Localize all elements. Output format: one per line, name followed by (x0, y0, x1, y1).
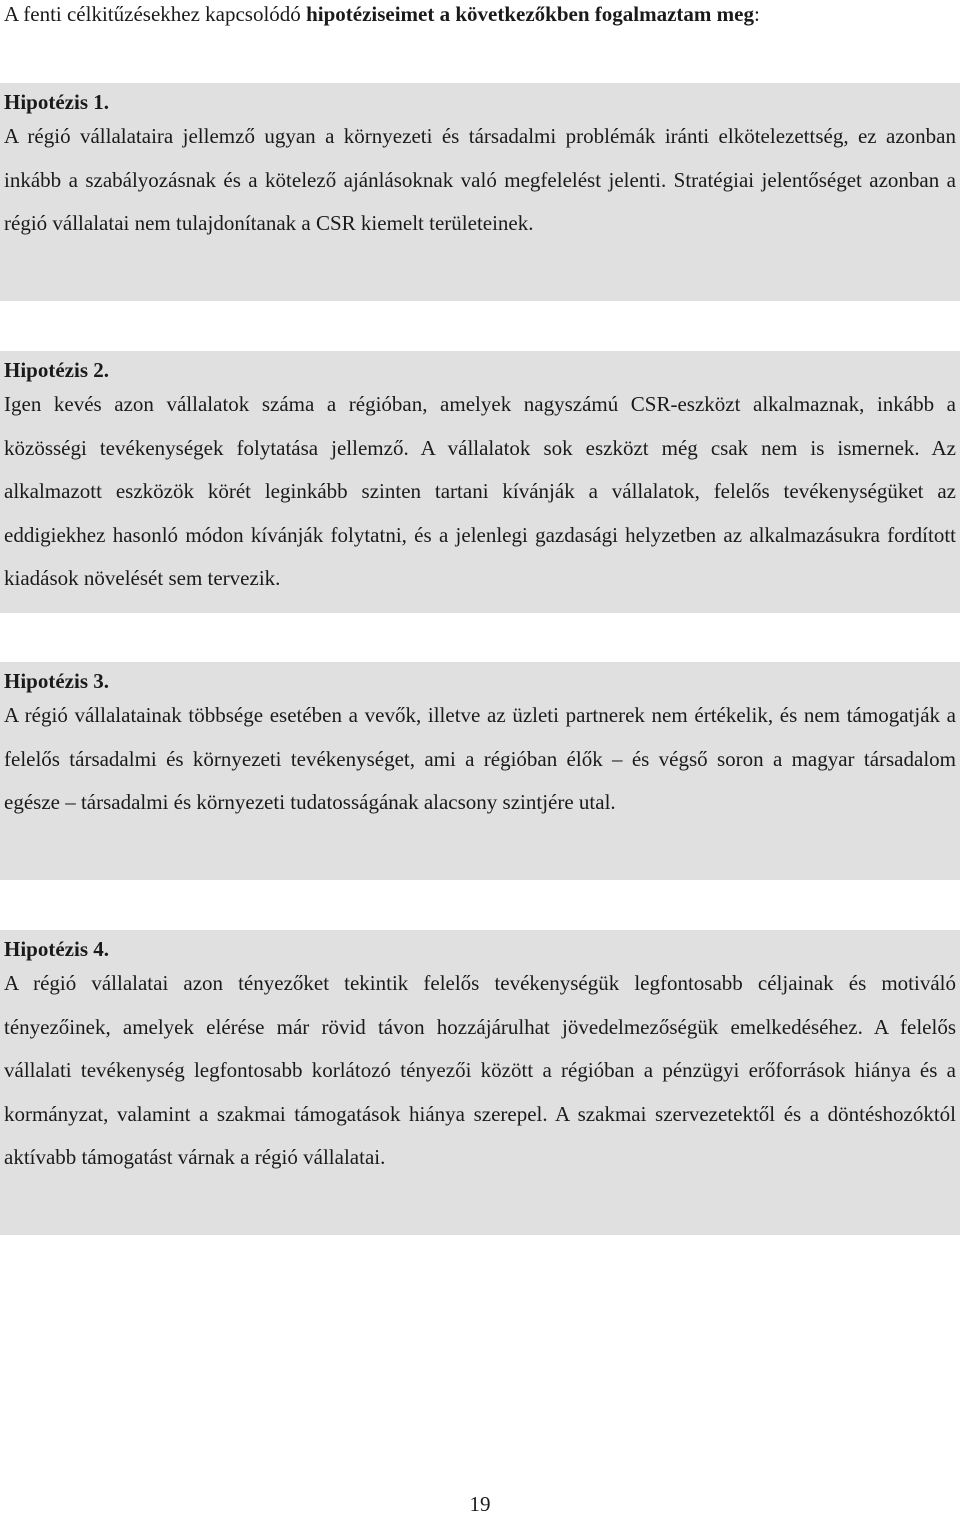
hypothesis-text: A régió vállalataira jellemző ugyan a környezeti és társadalmi problémák iránti elkötelezettség, ez azonban inkább a szabályozásnak és a kötelező ajánlásoknak való megfelelést jelenti. Stratégiai jelentőséget azonban a régió vállalatai nem tulajdonítanak a CSR kiemelt területeinek. (4, 124, 956, 236)
hypothesis-box-3 (0, 662, 960, 880)
hypothesis-title: Hipotézis 4. (4, 937, 109, 961)
hypothesis-box-2 (0, 351, 960, 613)
hypothesis-text: A régió vállalatainak többsége esetében a vevők, illetve az üzleti partnerek nem értékelik, és nem támogatják a felelős társadalmi és környezeti tevékenységet, ami a régióban élők – és végső soron a magyar társadalom egésze – társadalmi és környezeti tudatosságának alacsony szintjére utal. (4, 703, 956, 815)
hypothesis-text: A régió vállalatai azon tényezőket tekintik felelős tevékenységük legfontosabb céljainak és motiváló tényezőinek, amelyek elérése már rövid távon hozzájárulhat jövedelmezőségük emelkedéséhez. A felelős vállalati tevékenység legfontosabb korlátozó tényezői között a régióban a pénzügyi erőforrások hiánya és a kormányzat, valamint a szakmai támogatások hiánya szerepel. A szakmai szervezetektől és a döntéshozóktól aktívabb támogatást várnak a régió vállalatai. (4, 971, 956, 1170)
intro-text-before: A fenti célkitűzésekhez kapcsolódó (4, 2, 307, 26)
intro-sentence (4, 0, 954, 28)
hypothesis-title: Hipotézis 3. (4, 669, 109, 693)
hypothesis-title: Hipotézis 2. (4, 358, 109, 382)
hypothesis-title: Hipotézis 1. (4, 90, 109, 114)
hypothesis-box-1 (0, 83, 960, 301)
intro-text-bold: hipotéziseimet a következőkben fogalmaztam meg (306, 2, 754, 26)
hypothesis-box-4 (0, 930, 960, 1235)
hypothesis-text: Igen kevés azon vállalatok száma a régióban, amelyek nagyszámú CSR-eszközt alkalmaznak, inkább a közösségi tevékenységek folytatása jellemző. A vállalatok sok eszközt még csak nem is ismernek. Az alkalmazott eszközök körét leginkább szinten tartani kívánják a vállalatok, felelős tevékenységüket az eddigiekhez hasonló módon kívánják folytatni, és a jelenlegi gazdasági helyzetben az alkalmazásukra fordított kiadások növelését sem tervezik. (4, 392, 956, 591)
page-number: 19 (469, 1492, 491, 1516)
intro-text-after: : (753, 2, 760, 26)
